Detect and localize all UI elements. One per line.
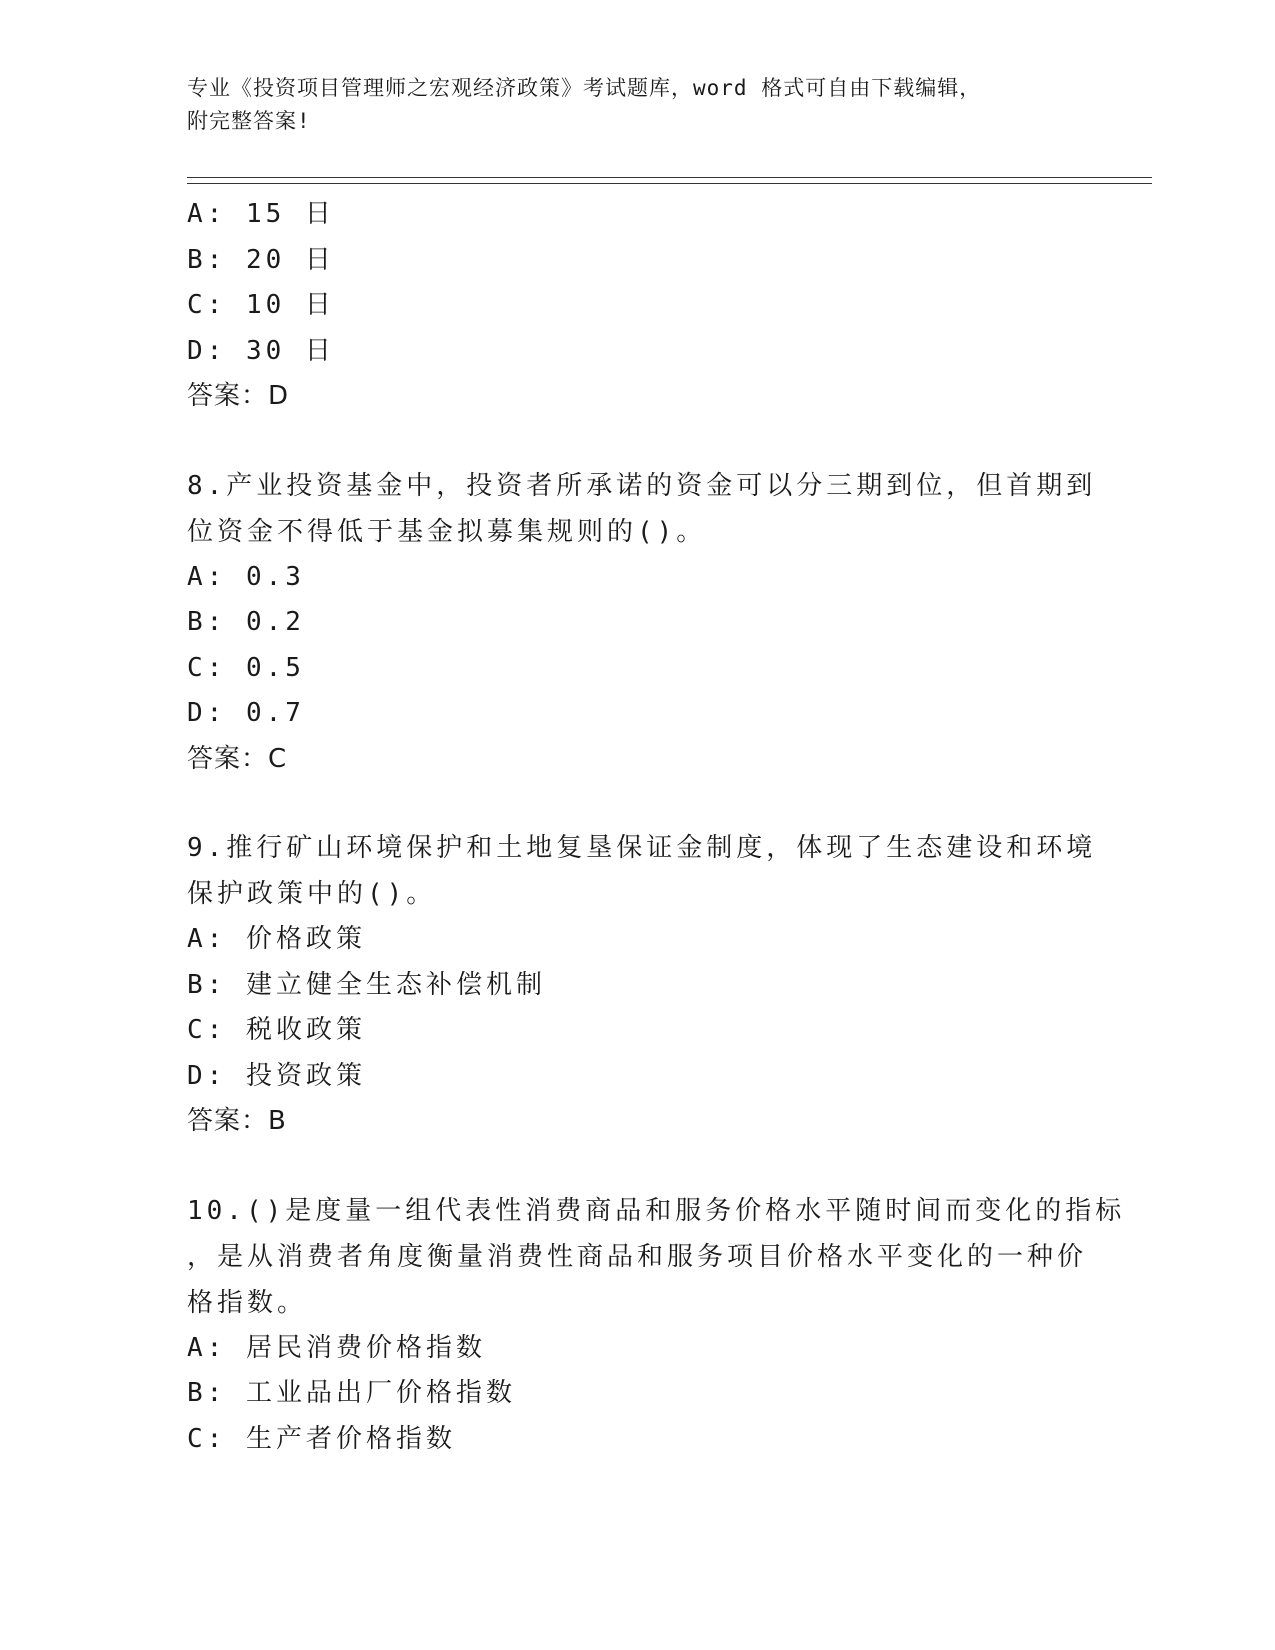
question-7 — [187, 192, 1087, 420]
question-10 — [187, 1188, 1126, 1463]
document-header — [187, 72, 1067, 138]
question-stem-line: 8.产业投资基金中，投资者所承诺的资金可以分三期到位，但首期到 — [187, 470, 1097, 501]
question-stem-line: 格指数。 — [187, 1287, 308, 1318]
option-b: B: 工业品出厂价格指数 — [187, 1378, 516, 1408]
question-stem-line: 10.()是度量一组代表性消费商品和服务价格水平随时间而变化的指标 — [187, 1195, 1126, 1226]
answer: 答案：C — [187, 743, 288, 774]
header-line-2: 附完整答案! — [187, 109, 311, 133]
question-9 — [187, 825, 1097, 1145]
option-c: C: 0.5 — [187, 652, 305, 683]
option-d: D: 0.7 — [187, 698, 305, 728]
option-d: D: 30 日 — [187, 335, 335, 366]
question-stem-line: ，是从消费者角度衡量消费性商品和服务项目价格水平变化的一种价 — [187, 1241, 1088, 1272]
option-c: C: 10 日 — [187, 290, 335, 320]
answer: 答案：B — [187, 1106, 287, 1136]
question-stem-line: 位资金不得低于基金拟募集规则的()。 — [187, 516, 707, 547]
question-stem-line: 保护政策中的()。 — [187, 879, 437, 909]
option-a: A: 价格政策 — [187, 924, 366, 954]
option-a: A: 0.3 — [187, 561, 305, 592]
question-list — [187, 192, 1126, 1462]
header-line-1: 专业《投资项目管理师之宏观经济政策》考试题库，word 格式可自由下载编辑， — [187, 76, 982, 100]
question-stem-line: 9.推行矿山环境保护和土地复垦保证金制度，体现了生态建设和环境 — [187, 833, 1097, 863]
option-c: C: 生产者价格指数 — [187, 1423, 456, 1454]
option-b: B: 0.2 — [187, 607, 305, 637]
option-b: B: 建立健全生态补偿机制 — [187, 969, 546, 1000]
header-divider-bottom — [187, 183, 1152, 184]
option-a: A: 居民消费价格指数 — [187, 1332, 486, 1363]
option-b: B: 20 日 — [187, 244, 335, 275]
question-8 — [187, 463, 1097, 783]
option-c: C: 税收政策 — [187, 1015, 366, 1045]
header-divider-top — [187, 177, 1152, 178]
option-a: A: 15 日 — [187, 199, 335, 229]
answer: 答案：D — [187, 381, 290, 411]
option-d: D: 投资政策 — [187, 1060, 366, 1091]
